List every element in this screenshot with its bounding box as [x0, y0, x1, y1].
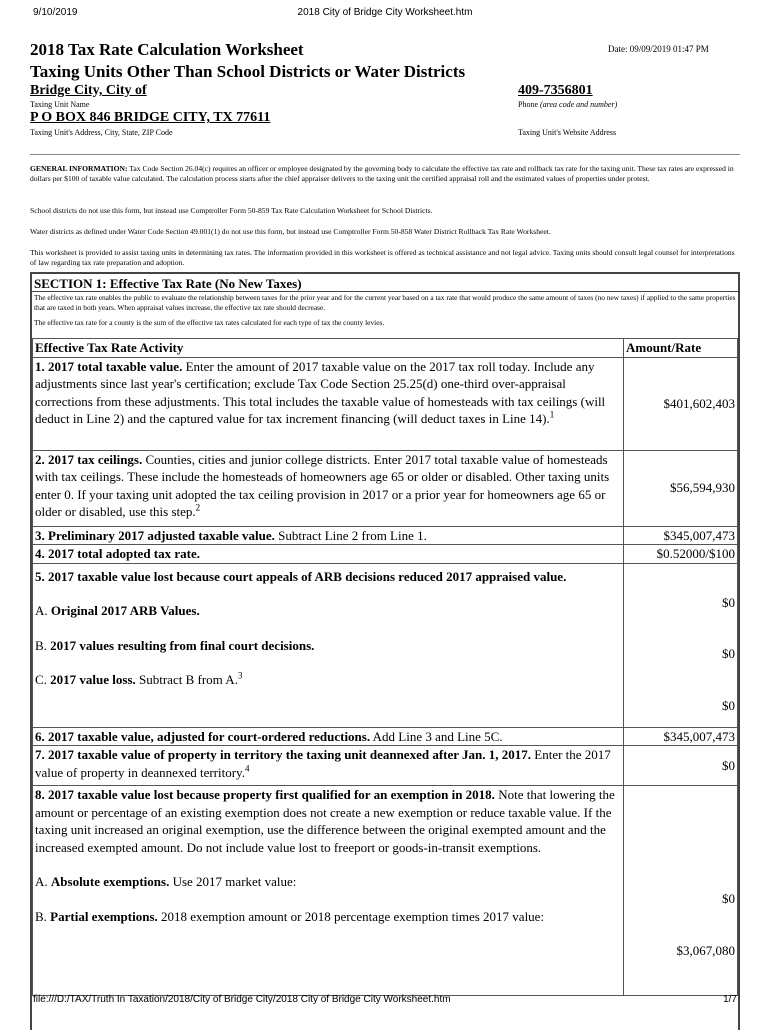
phone-label	[518, 100, 617, 109]
print-footer	[0, 992, 770, 1012]
table-row	[33, 357, 738, 450]
header-divider	[30, 154, 740, 155]
line-4-label: 4. 2017 total adopted tax rate.	[35, 546, 201, 561]
print-file-path: file:///D:/TAX/Truth In Taxation/2018/City of Bridge City/2018 City of Bridge City Worksheet.htm	[33, 994, 451, 1005]
line-5a: A. Original 2017 ARB Values.	[35, 603, 200, 618]
line-1-footnote: 1	[549, 409, 555, 420]
line-5-amount: $0	[722, 594, 735, 610]
line-7-footnote: 4	[244, 763, 250, 774]
table-row	[33, 526, 738, 545]
section-1	[30, 272, 740, 1030]
column-header-activity: Effective Tax Rate Activity	[33, 339, 624, 358]
line-6-label: 6. 2017 taxable value, adjusted for court-ordered reductions.	[35, 728, 371, 744]
line-8-label: 8. 2017 taxable value lost because property first qualified for an exemption in 2018.	[35, 787, 495, 802]
line-8a-amount: $0	[722, 891, 735, 906]
water-district-note: Water districts as defined under Water Code Section 49.001(1) do not use this form, but instead use Comptroller Form 50-858 Water District Rollback Tax Rate Worksheet.	[30, 227, 551, 236]
line-1-amount: $401,602,403	[624, 357, 738, 450]
effective-tax-rate-table	[32, 338, 738, 996]
line-3-amount: $345,007,473	[624, 526, 738, 545]
line-4-amount: $0.52000/$100	[624, 545, 738, 564]
line-2-label: 2. 2017 tax ceilings.	[35, 451, 143, 467]
line-6-amount: $345,007,473	[624, 727, 738, 746]
print-page-number: 1/7	[723, 994, 737, 1005]
taxing-unit-name-label: Taxing Unit Name	[30, 100, 90, 109]
section-1-description: The effective tax rate enables the public to evaluate the relationship between taxes for the prior year and for the current year based on a tax rate that would produce the same amount of taxes (no new taxes) if applied to the same properties that are taxed in both years. When appraisal values increase, the effective tax rate should decrease.	[34, 293, 736, 312]
worksheet-date: Date: 09/09/2019 01:47 PM	[608, 44, 709, 54]
line-1-label: 1. 2017 total taxable value.	[35, 358, 183, 374]
line-2-text: Counties, cities and junior college districts. Enter 2017 total taxable value of homesteads with tax ceilings. These include the homesteads of homeowners age 65 or older or disabled. Other taxing units enter 0. If your taxing unit adopted the tax ceiling provision in 2017 or a prior year for homeowners age 65 or older or disabled, use this step.	[35, 451, 610, 519]
line-5b: B. 2017 values resulting from final court decisions.	[35, 637, 315, 653]
line-7-text: Enter the 2017 value of property in deannexed territory.	[35, 747, 611, 780]
column-header-amount: Amount/Rate	[624, 339, 738, 358]
line-1-text: Enter the amount of 2017 taxable value on the 2017 tax roll today. Include any adjustments since last year's certification; exclude Tax Code Section 25.25(d) one-third over-appraisal corrections from these adjustments. This total includes the taxable value of homesteads with tax ceilings (will deduct in Line 2) and the captured value for tax increment financing (will deduct taxes in Line 14).	[35, 358, 606, 426]
table-row	[33, 786, 738, 996]
table-row	[33, 727, 738, 746]
section-1-title: SECTION 1: Effective Tax Rate (No New Taxes)	[32, 274, 738, 292]
table-row	[33, 563, 738, 727]
phone-label-hint: (area code and number)	[540, 100, 618, 109]
line-5-label: 5. 2017 taxable value lost because court appeals of ARB decisions reduced 2017 appraised value.	[35, 568, 567, 584]
line-7-amount: $0	[624, 746, 738, 786]
general-info-text: Tax Code Section 26.04(c) requires an officer or employee designated by the governing body to calculate the effective tax rate and rollback tax rate for the taxing unit. These tax rates are expressed in dollars per $100 of taxable value calculated. The calculation process starts after the chief appraiser delivers to the taxing unit the certified appraisal roll and the estimated values of properties under protest.	[30, 164, 734, 183]
print-page-title: 2018 City of Bridge City Worksheet.htm	[297, 7, 473, 18]
table-row	[33, 450, 738, 526]
table-header-row	[33, 339, 738, 358]
line-8b: B. Partial exemptions. 2018 exemption amount or 2018 percentage exemption times 2017 value:	[35, 908, 545, 924]
table-row	[33, 746, 738, 786]
line-8a: A. Absolute exemptions. Use 2017 market value:	[35, 874, 297, 889]
general-info-lead: GENERAL INFORMATION:	[30, 164, 128, 173]
table-row	[33, 545, 738, 564]
taxing-unit-phone: 409-7356801	[518, 83, 593, 98]
line-2-amount: $56,594,930	[624, 450, 738, 526]
line-3-text: Subtract Line 2 from Line 1.	[274, 527, 427, 543]
line-6-text: Add Line 3 and Line 5C.	[370, 728, 503, 744]
taxing-unit-address-label: Taxing Unit's Address, City, State, ZIP Code	[30, 128, 173, 137]
website-label: Taxing Unit's Website Address	[518, 128, 617, 137]
assistance-note: This worksheet is provided to assist taxing units in determining tax rates. The information provided in this worksheet is offered as technical assistance and not legal advice. Taxing units should consult legal counsel for interpretations of law regarding tax rate preparation and adoption.	[30, 248, 735, 267]
line-8-text: 8. 2017 taxable value lost because property first qualified for an exemption in 2018. Note that lowering the amount or percentage of an existing exemption does not create a new exemption or reduce taxable value. If the taxing unit increased an original exemption, use the difference between the original exempted amount and the increased exempted amount. Do not include value lost to freeport or goods-in-transit exemptions.	[35, 787, 615, 855]
phone-label-main: Phone	[518, 100, 538, 109]
worksheet-subtitle: Taxing Units Other Than School Districts or Water Districts	[30, 62, 466, 81]
line-3-label: 3. Preliminary 2017 adjusted taxable value.	[35, 527, 275, 543]
line-7-label: 7. 2017 taxable value of property in territory the taxing unit deannexed after Jan. 1, 2017.	[35, 747, 532, 762]
line-5c: C. 2017 value loss. Subtract B from A.$^3$	[35, 670, 243, 687]
line-8b-amount: $3,067,080	[676, 942, 735, 958]
worksheet-title: 2018 Tax Rate Calculation Worksheet	[30, 40, 304, 59]
print-header	[0, 0, 770, 22]
line-5b-amount: $0	[722, 646, 735, 661]
taxing-unit-address: P O BOX 846 BRIDGE CITY, TX 77611	[30, 110, 271, 125]
line-5c-amount: $0	[722, 697, 735, 713]
school-district-note: School districts do not use this form, but instead use Comptroller Form 50-859 Tax Rate Calculation Worksheet for School Districts.	[30, 206, 433, 215]
print-date: 9/10/2019	[33, 7, 78, 18]
section-1-county-note: The effective tax rate for a county is the sum of the effective tax rates calculated for each type of tax the county levies.	[34, 318, 385, 327]
taxing-unit-name: Bridge City, City of	[30, 83, 147, 98]
line-2-footnote: 2	[195, 502, 201, 513]
general-info-paragraph	[30, 164, 740, 184]
